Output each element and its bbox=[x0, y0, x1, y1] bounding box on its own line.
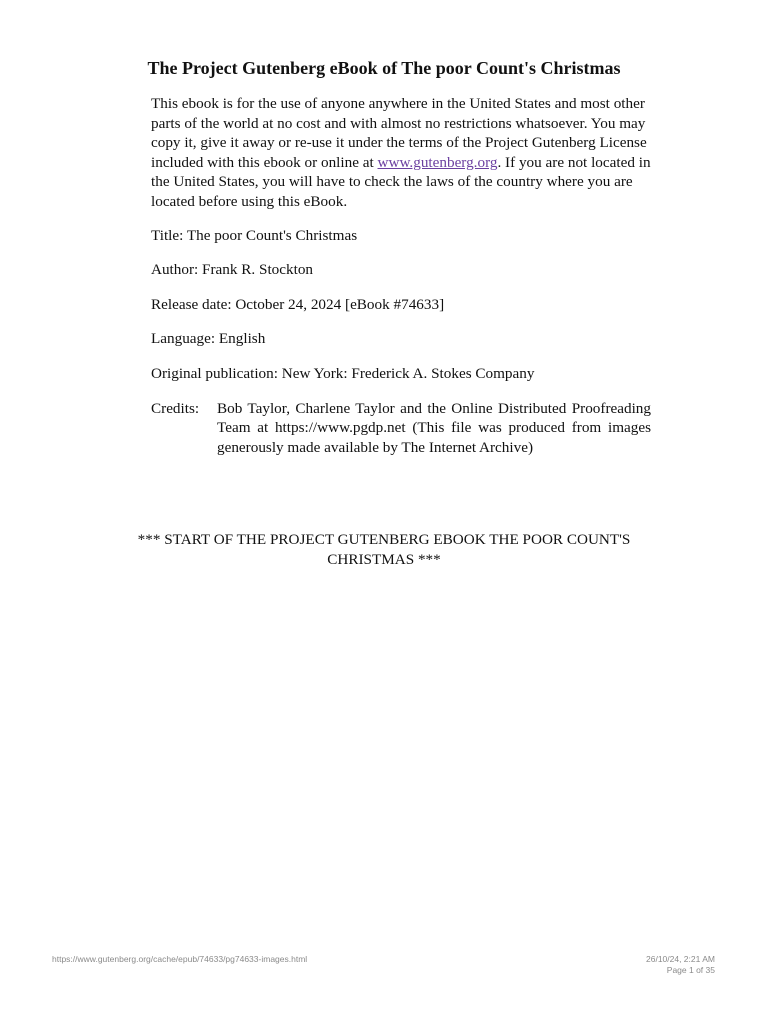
meta-value: The poor Count's Christmas bbox=[186, 226, 358, 244]
credits-value: Bob Taylor, Charlene Taylor and the Online Distributed Proofreading Team at https://www.pgdp.net (This file was produced from images generously made available by The Internet Archive) bbox=[217, 399, 651, 456]
start-marker: *** START OF THE PROJECT GUTENBERG EBOOK THE POOR COUNT'S CHRISTMAS *** bbox=[137, 531, 631, 568]
meta-label: Author: bbox=[151, 261, 203, 279]
meta-value: New York: Frederick A. Stokes Company bbox=[281, 364, 535, 382]
meta-value: English bbox=[218, 330, 266, 348]
page-title: The Project Gutenberg eBook of The poor Count's Christmas bbox=[147, 58, 621, 78]
meta-label: Language: bbox=[151, 330, 219, 348]
gutenberg-link[interactable]: www.gutenberg.org bbox=[377, 153, 498, 171]
footer-url: https://www.gutenberg.org/cache/epub/74633/pg74633-images.html bbox=[52, 954, 308, 964]
footer-page-number: Page 1 of 35 bbox=[666, 965, 715, 975]
meta-author bbox=[151, 260, 651, 280]
intro-text-before: This ebook is for the use of anyone anywhere in the United States and most other parts of the world at no cost and with almost no restrictions whatsoever. You may copy it, give it away or re-use it under the terms of the Project Gutenberg License included with this ebook or online at bbox=[151, 95, 647, 171]
meta-label: Title: bbox=[151, 226, 187, 244]
meta-original-publication bbox=[151, 364, 651, 384]
meta-value: October 24, 2024 [eBook #74633] bbox=[235, 295, 445, 313]
meta-value: Frank R. Stockton bbox=[202, 261, 314, 279]
footer-datetime: 26/10/24, 2:21 AM bbox=[646, 954, 715, 964]
document-body bbox=[151, 94, 651, 457]
credits-block bbox=[151, 399, 651, 458]
credits-label: Credits: bbox=[151, 399, 200, 417]
intro-text-after: . If you are not located in the United States, you will have to check the laws of the country where you are located before using this eBook. bbox=[151, 153, 651, 210]
meta-label: Original publication: bbox=[151, 364, 282, 382]
meta-label: Release date: bbox=[151, 295, 236, 313]
intro-paragraph bbox=[151, 94, 651, 212]
footer-meta bbox=[646, 954, 715, 976]
meta-title bbox=[151, 226, 651, 246]
meta-release-date bbox=[151, 295, 651, 315]
meta-language bbox=[151, 329, 651, 349]
